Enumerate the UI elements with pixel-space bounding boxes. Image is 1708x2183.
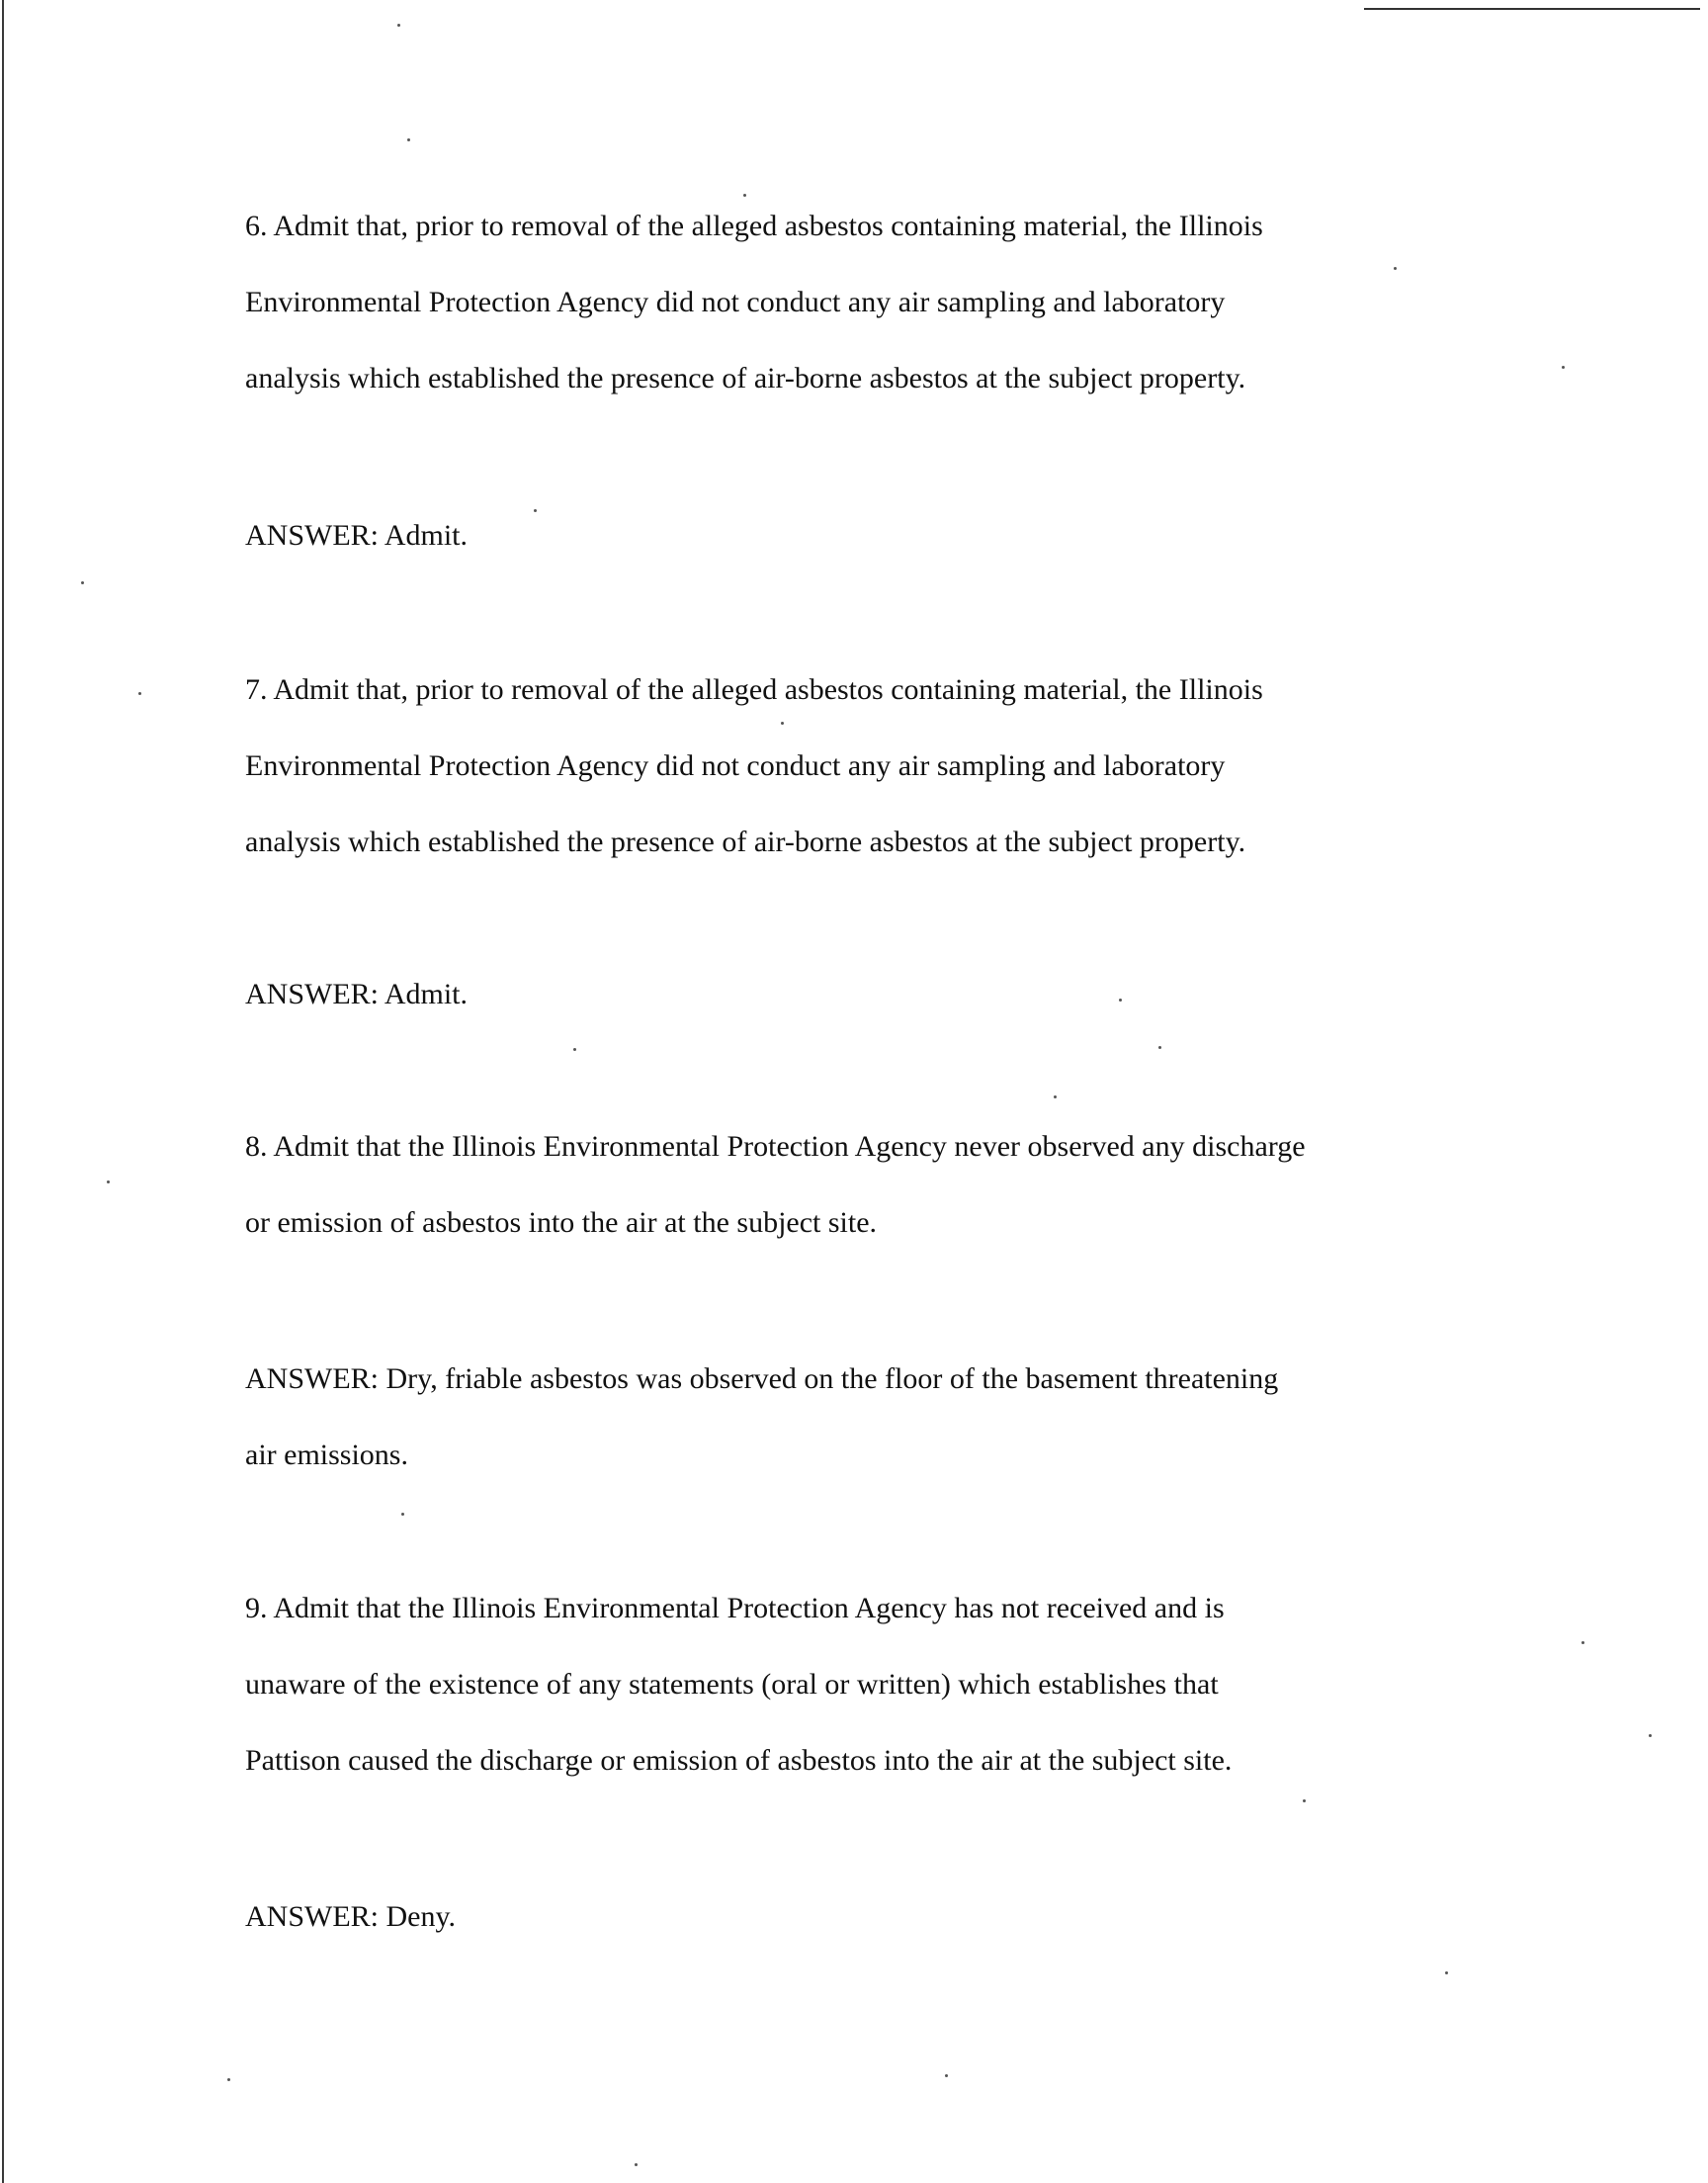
answer-9-text: ANSWER: Deny. [245, 1900, 457, 1933]
request-9-line-2: unaware of the existence of any statements (oral or written) which establishes that [245, 1668, 1219, 1701]
top-rule [1392, 8, 1700, 10]
answer-8-line-1: ANSWER: Dry, friable asbestos was observed on the floor of the basement threatening [245, 1362, 1279, 1395]
request-7 [245, 652, 1530, 880]
scan-speck [397, 24, 400, 27]
request-7-line-3: analysis which established the presence of air-borne asbestos at the subject property. [245, 826, 1246, 858]
request-6 [245, 188, 1530, 416]
scan-speck [1649, 1734, 1652, 1737]
scan-speck [945, 2074, 948, 2077]
scan-speck [1119, 999, 1122, 1002]
request-6-line-1: 6. Admit that, prior to removal of the alleged asbestos containing material, the Illinois [245, 210, 1263, 242]
scan-speck [534, 509, 537, 512]
request-9 [245, 1570, 1530, 1798]
answer-7-text: ANSWER: Admit. [245, 978, 469, 1010]
scan-speck [573, 1048, 576, 1051]
scan-speck [81, 581, 84, 584]
scan-speck [781, 722, 784, 725]
scan-speck [635, 2163, 638, 2166]
scan-speck [401, 1513, 404, 1516]
scan-speck [743, 194, 746, 197]
request-7-line-2: Environmental Protection Agency did not conduct any air sampling and laboratory [245, 749, 1226, 782]
request-9-line-3: Pattison caused the discharge or emission of asbestos into the air at the subject site. [245, 1744, 1233, 1777]
scan-speck [1445, 1971, 1448, 1974]
answer-9 [245, 1878, 1530, 1955]
scan-speck [138, 692, 141, 695]
scan-speck [1054, 1095, 1057, 1098]
scan-speck [1581, 1641, 1584, 1644]
answer-6 [245, 497, 1530, 573]
request-8-line-2: or emission of asbestos into the air at the subject site. [245, 1206, 878, 1239]
request-8 [245, 1108, 1530, 1261]
request-8-line-1: 8. Admit that the Illinois Environmental Protection Agency never observed any discharge [245, 1130, 1306, 1163]
request-6-line-2: Environmental Protection Agency did not conduct any air sampling and laboratory [245, 286, 1226, 318]
scan-speck [1158, 1046, 1161, 1049]
scan-speck [1394, 267, 1397, 270]
answer-8-line-2: air emissions. [245, 1439, 408, 1471]
scan-speck [107, 1180, 110, 1183]
scan-speck [1562, 366, 1565, 369]
answer-8 [245, 1341, 1530, 1493]
answer-7 [245, 956, 1530, 1032]
request-7-line-1: 7. Admit that, prior to removal of the alleged asbestos containing material, the Illinois [245, 673, 1263, 706]
scan-speck [1303, 1799, 1306, 1802]
answer-6-text: ANSWER: Admit. [245, 519, 469, 552]
request-9-line-1: 9. Admit that the Illinois Environmental Protection Agency has not received and is [245, 1592, 1225, 1624]
request-6-line-3: analysis which established the presence of air-borne asbestos at the subject property. [245, 362, 1246, 394]
scan-left-edge [2, 0, 4, 2183]
scan-speck [407, 138, 410, 141]
scan-speck [227, 2078, 230, 2081]
